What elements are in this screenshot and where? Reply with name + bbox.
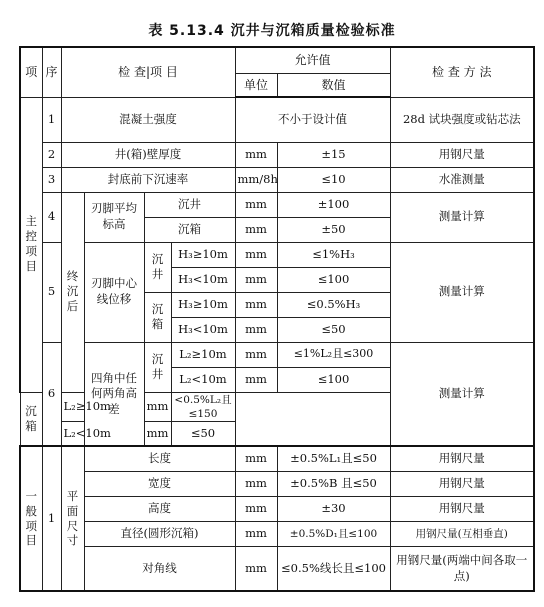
row-method: 用钢尺量 [390,446,534,471]
row-value: ±50 [277,217,390,242]
row-unit: mm/8h [235,167,277,192]
row-unit: mm [235,521,277,546]
row-method: 测量计算 [390,242,534,342]
row-unit: mm [235,367,277,392]
row-unit: mm [144,421,171,446]
table-row [20,496,534,521]
row-condition: H₃<10m [171,267,235,292]
header-seq: 序 [42,47,61,97]
header-item: 项 [20,47,42,97]
row-subgroup: 沉箱 [20,392,42,446]
header-value: 数值 [277,73,390,97]
row-condition: H₃≥10m [171,242,235,267]
row-method: 用钢尺量 [390,496,534,521]
row-item: 井(箱)壁厚度 [61,142,235,167]
group-general: 一般项目 [20,446,42,591]
row-subgroup: 沉箱 [144,292,171,342]
row-unit: mm [235,446,277,471]
row-unit: mm [235,142,277,167]
row-condition: H₃<10m [171,317,235,342]
row-unit: mm [235,317,277,342]
row-seq: 1 [42,446,61,591]
row-value: ±15 [277,142,390,167]
row-seq: 3 [42,167,61,192]
table-row [20,242,534,267]
row-item: 宽度 [84,471,235,496]
row-value: ≤50 [277,317,390,342]
row-value: ≤0.5%线长且≤100 [277,546,390,591]
group-main-control: 主控项目 [20,97,42,392]
row-value: ≤100 [277,267,390,292]
row-method: 28d 试块强度或钻芯法 [390,97,534,142]
table-row [20,546,534,591]
row-unit: mm [235,267,277,292]
row-item: 刃脚中心线位移 [84,242,144,342]
row-seq: 5 [42,242,61,342]
table-row [20,471,534,496]
row-unit: mm [235,546,277,591]
row-seq: 1 [42,97,61,142]
table-row [20,446,534,471]
row-unit: mm [235,342,277,367]
row-value: ±0.5%D₁且≤100 [277,521,390,546]
row-allowance: 不小于设计值 [235,97,390,142]
table-row [20,192,534,217]
row-condition: L₂≥10m [171,342,235,367]
row-item: 直径(圆形沉箱) [84,521,235,546]
row-seq: 4 [42,192,61,242]
row-item: 封底前下沉速率 [61,167,235,192]
row-value: <0.5%L₂且≤150 [171,392,235,421]
row-condition: L₂≥10m [61,392,84,421]
row-seq: 2 [42,142,61,167]
row-item: 对角线 [84,546,235,591]
row-condition: L₂<10m [61,421,84,446]
row-unit: mm [235,192,277,217]
row-method: 用钢尺量(两端中间各取一点) [390,546,534,591]
row-item: 高度 [84,496,235,521]
row-unit: mm [144,392,171,421]
row-item: 长度 [84,446,235,471]
header-unit: 单位 [235,73,277,97]
row-value: ±100 [277,192,390,217]
row-method: 用钢尺量 [390,471,534,496]
row-value: ≤1%L₂且≤300 [277,342,390,367]
header-check-item: 检 查|项 目 [61,47,235,97]
row-subitem: 沉箱 [144,217,235,242]
row-method: 测量计算 [390,192,534,242]
group-plane-size: 平面尺寸 [61,446,84,591]
table-row [20,142,534,167]
row-item: 四角中任何两角高差 [84,342,144,446]
table-row [20,521,534,546]
row-unit: mm [235,471,277,496]
header-allowance: 允许值 [235,47,390,73]
row-condition: H₃≥10m [171,292,235,317]
row-unit: mm [235,292,277,317]
row-value: ±0.5%B 且≤50 [277,471,390,496]
row-subitem: 沉井 [144,192,235,217]
row-subgroup: 沉井 [144,242,171,292]
row-item: 刃脚平均标高 [84,192,144,242]
group-final-settlement: 终沉后 [61,192,84,392]
row-value: ≤0.5%H₃ [277,292,390,317]
table-row [20,167,534,192]
row-unit: mm [235,242,277,267]
row-value: ≤50 [171,421,235,446]
row-subgroup: 沉井 [144,342,171,392]
row-unit: mm [235,217,277,242]
row-item: 混凝土强度 [61,97,235,142]
row-value: ±0.5%L₁且≤50 [277,446,390,471]
table-row [20,97,534,142]
row-value: ≤1%H₃ [277,242,390,267]
row-method: 用钢尺量 [390,142,534,167]
row-value: ±30 [277,496,390,521]
header-row-1 [20,47,534,73]
row-method: 水准测量 [390,167,534,192]
header-method: 检 查 方 法 [390,47,534,97]
quality-inspection-table [19,46,535,592]
row-seq: 6 [42,342,61,446]
table-title: 表 5.13.4 沉井与沉箱质量检验标准 [148,23,396,39]
row-value: ≤10 [277,167,390,192]
row-condition: L₂<10m [171,367,235,392]
row-unit: mm [235,496,277,521]
row-value: ≤100 [277,367,390,392]
row-method: 测量计算 [390,342,534,446]
row-method: 用钢尺量(互相垂直) [390,521,534,546]
table-row [20,342,534,367]
